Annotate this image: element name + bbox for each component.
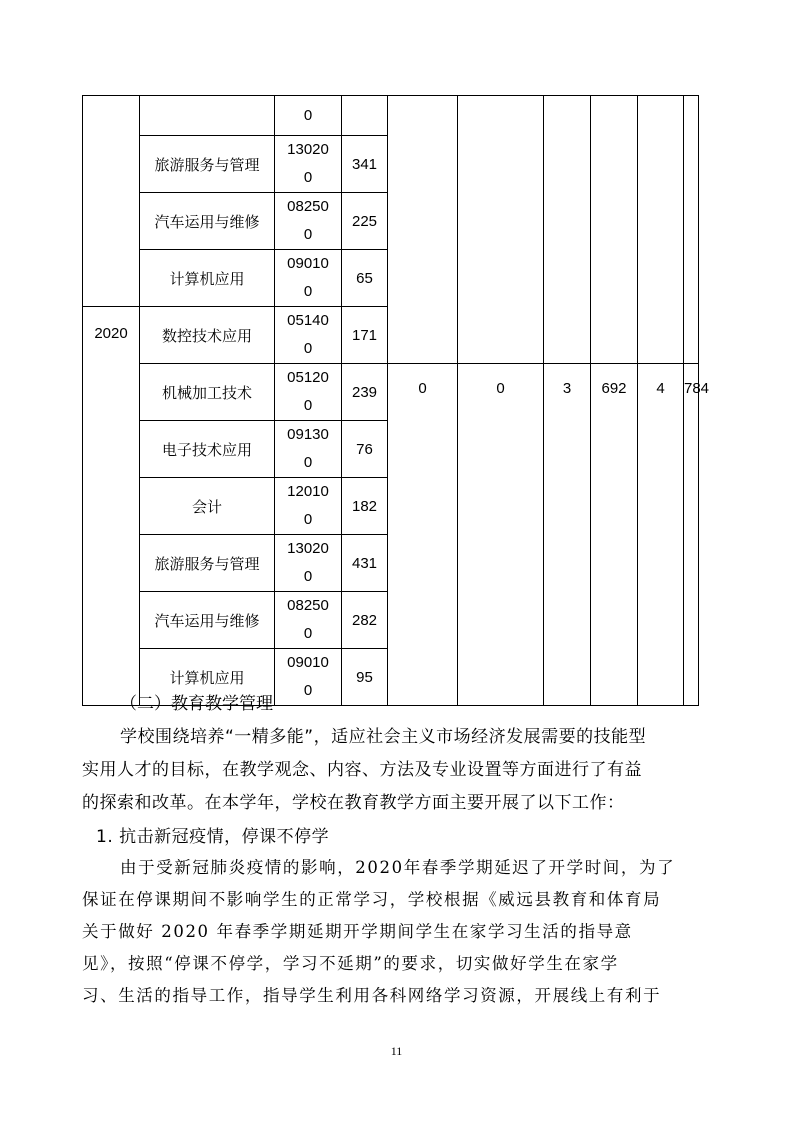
major-cell [140, 96, 275, 136]
summary-value: 3 [544, 364, 591, 706]
count-cell: 95 [342, 649, 388, 706]
code-line: 0 [303, 568, 313, 585]
code-cell [275, 96, 342, 136]
code-line: 08250 [287, 597, 329, 614]
code-line: 0 [303, 340, 313, 357]
code-line: 0 [303, 283, 313, 300]
table-row [83, 96, 699, 136]
count-cell: 239 [342, 364, 388, 421]
count-cell: 431 [342, 535, 388, 592]
major-cell: 旅游服务与管理 [140, 136, 275, 193]
enrollment-table [82, 95, 710, 699]
para-line-3: 关于做好 2020 年春季学期延期开学期间学生在家学习生活的指导意 [82, 922, 633, 941]
summary-cell-continued [591, 96, 638, 364]
code-line: 09010 [287, 654, 329, 671]
count-cell: 341 [342, 136, 388, 193]
code-line: 13020 [287, 540, 329, 557]
summary-cell-continued [638, 96, 684, 364]
summary-cell-continued [458, 96, 544, 364]
major-cell: 计算机应用 [140, 250, 275, 307]
code-line: 0 [303, 625, 313, 642]
summary-value: 4 [638, 364, 684, 706]
para-line-1: 由于受新冠肺炎疫情的影响，2020年春季学期延迟了开学时间，为了 [120, 858, 676, 877]
major-cell: 会计 [140, 478, 275, 535]
major-cell: 汽车运用与维修 [140, 193, 275, 250]
code-line: 13020 [287, 141, 329, 158]
intro-line-3: 的探索和改革。在本学年，学校在教育教学方面主要开展了以下工作： [82, 793, 625, 813]
code-line: 0 [303, 511, 313, 528]
count-cell: 225 [342, 193, 388, 250]
table-row [83, 364, 699, 421]
summary-cell-continued [388, 96, 458, 364]
code-cell [275, 592, 342, 649]
count-cell: 282 [342, 592, 388, 649]
code-line: 05140 [287, 312, 329, 329]
summary-value: 692 [591, 364, 638, 706]
major-cell: 数控技术应用 [140, 307, 275, 364]
code-line: 0 [303, 397, 313, 414]
summary-value: 0 [458, 364, 544, 706]
intro-line-2: 实用人才的目标，在教学观念、内容、方法及专业设置等方面进行了有益 [82, 760, 642, 780]
code-line: 0 [303, 226, 313, 243]
para-line-2: 保证在停课期间不影响学生的正常学习，学校根据《威远县教育和体育局 [82, 890, 662, 909]
code-cell [275, 250, 342, 307]
major-cell: 电子技术应用 [140, 421, 275, 478]
count-cell: 182 [342, 478, 388, 535]
code-cell [275, 478, 342, 535]
para-line-4: 见》，按照“停课不停学，学习不延期”的要求，切实做好学生在家学 [82, 954, 619, 973]
intro-line-1: 学校围绕培养“一精多能”，适应社会主义市场经济发展需要的技能型 [120, 727, 647, 747]
code-cell [275, 535, 342, 592]
count-cell [342, 96, 388, 136]
count-cell: 171 [342, 307, 388, 364]
code-line: 05120 [287, 369, 329, 386]
code-cell [275, 193, 342, 250]
summary-value: 0 [388, 364, 458, 706]
para-line-5: 习、生活的指导工作，指导学生利用各科网络学习资源，开展线上有利于 [82, 986, 662, 1005]
code-line: 0 [303, 106, 313, 124]
code-line: 09010 [287, 255, 329, 272]
major-cell: 机械加工技术 [140, 364, 275, 421]
code-line: 0 [303, 454, 313, 471]
code-cell [275, 649, 342, 706]
major-cell: 汽车运用与维修 [140, 592, 275, 649]
code-cell [275, 364, 342, 421]
year-cell: 2020 [83, 307, 140, 706]
subheading: 1. 抗击新冠疫情，停课不停学 [96, 827, 330, 847]
page-number: 11 [390, 1044, 403, 1058]
code-line: 09130 [287, 426, 329, 443]
summary-cell-continued [544, 96, 591, 364]
summary-value: 784 [684, 364, 699, 706]
code-cell [275, 136, 342, 193]
count-cell: 76 [342, 421, 388, 478]
code-cell [275, 421, 342, 478]
code-line: 08250 [287, 198, 329, 215]
code-line: 0 [303, 682, 313, 699]
count-cell: 65 [342, 250, 388, 307]
code-line: 12010 [287, 483, 329, 500]
code-line: 0 [303, 169, 313, 186]
summary-cell-continued [684, 96, 699, 364]
major-cell: 旅游服务与管理 [140, 535, 275, 592]
year-cell-continued [83, 96, 140, 307]
section-heading: （二）教育教学管理 [120, 694, 273, 714]
major-cell: 计算机应用 [140, 649, 275, 706]
code-cell [275, 307, 342, 364]
